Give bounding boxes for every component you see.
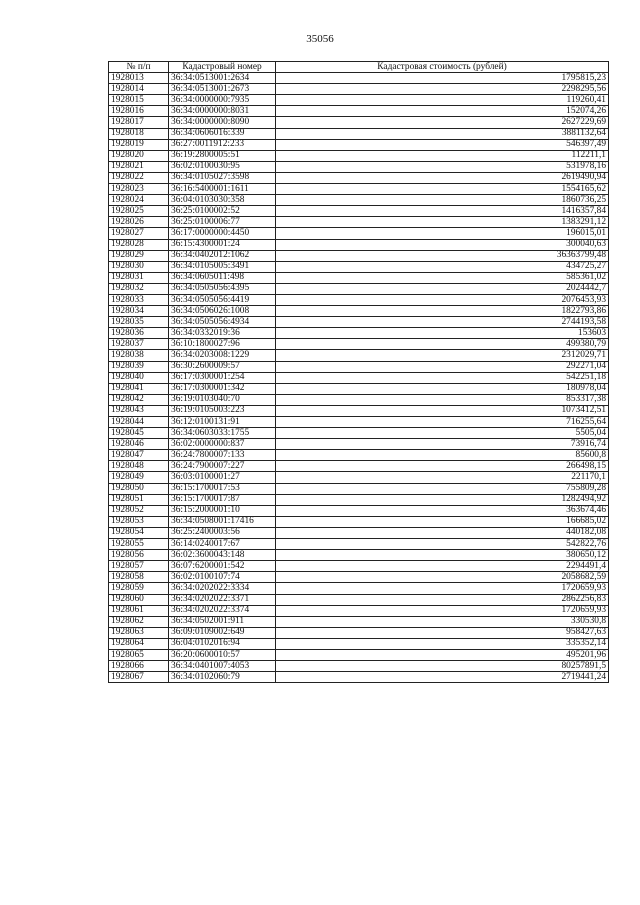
cadastral-number-cell: 36:34:0401007:4053	[169, 661, 276, 672]
cadastral-value-cell: 434725,27	[276, 261, 609, 272]
table-row	[109, 561, 609, 572]
table-row	[109, 339, 609, 350]
cadastral-value-cell: 330530,8	[276, 616, 609, 627]
row-number-cell: 1928032	[109, 283, 169, 294]
cadastral-value-cell: 1416357,84	[276, 206, 609, 217]
table-row	[109, 117, 609, 128]
row-number-cell: 1928024	[109, 195, 169, 206]
cadastral-number-cell: 36:34:0606016:339	[169, 128, 276, 139]
row-number-cell: 1928056	[109, 550, 169, 561]
table-row	[109, 638, 609, 649]
row-number-cell: 1928034	[109, 306, 169, 317]
row-number-cell: 1928036	[109, 328, 169, 339]
cadastral-value-cell: 119260,41	[276, 95, 609, 106]
cadastral-value-cell: 716255,64	[276, 417, 609, 428]
cadastral-number-cell: 36:24:7900007:227	[169, 461, 276, 472]
row-number-cell: 1928054	[109, 527, 169, 538]
cadastral-number-cell: 36:34:0105027:3598	[169, 172, 276, 183]
cadastral-value-cell: 300040,63	[276, 239, 609, 250]
cadastral-number-cell: 36:34:0505056:4419	[169, 294, 276, 305]
cadastral-number-cell: 36:17:0300001:254	[169, 372, 276, 383]
table-row	[109, 128, 609, 139]
cadastral-value-table	[108, 61, 609, 683]
cadastral-number-cell: 36:02:0000000:837	[169, 439, 276, 450]
table-row	[109, 306, 609, 317]
row-number-cell: 1928059	[109, 583, 169, 594]
table-row	[109, 672, 609, 683]
table-row	[109, 661, 609, 672]
row-number-cell: 1928021	[109, 161, 169, 172]
cadastral-value-cell: 85600,8	[276, 450, 609, 461]
table-row	[109, 505, 609, 516]
table-row	[109, 394, 609, 405]
table-row	[109, 483, 609, 494]
cadastral-number-cell: 36:34:0508001:17416	[169, 516, 276, 527]
cadastral-number-cell: 36:04:0103030:358	[169, 195, 276, 206]
row-number-cell: 1928048	[109, 461, 169, 472]
table-row	[109, 73, 609, 84]
cadastral-value-cell: 2627229,69	[276, 117, 609, 128]
page-number: 35056	[306, 33, 334, 45]
table-row	[109, 195, 609, 206]
cadastral-number-cell: 36:30:2600009:57	[169, 361, 276, 372]
table-row	[109, 405, 609, 416]
table-row	[109, 350, 609, 361]
table-row	[109, 472, 609, 483]
table-row	[109, 294, 609, 305]
cadastral-number-cell: 36:04:0102016:94	[169, 638, 276, 649]
table-row	[109, 150, 609, 161]
table-row	[109, 616, 609, 627]
cadastral-value-cell: 266498,15	[276, 461, 609, 472]
table-row	[109, 328, 609, 339]
row-number-cell: 1928018	[109, 128, 169, 139]
table-row	[109, 539, 609, 550]
header-cadastral-number: Кадастровый номер	[169, 62, 276, 73]
row-number-cell: 1928053	[109, 516, 169, 527]
row-number-cell: 1928064	[109, 638, 169, 649]
cadastral-value-cell: 153603	[276, 328, 609, 339]
cadastral-number-cell: 36:34:0000000:7935	[169, 95, 276, 106]
table-row	[109, 272, 609, 283]
cadastral-value-cell: 380650,12	[276, 550, 609, 561]
row-number-cell: 1928019	[109, 139, 169, 150]
row-number-cell: 1928044	[109, 417, 169, 428]
row-number-cell: 1928065	[109, 649, 169, 660]
cadastral-value-cell: 1860736,25	[276, 195, 609, 206]
cadastral-value-cell: 80257891,5	[276, 661, 609, 672]
cadastral-value-cell: 196015,01	[276, 228, 609, 239]
row-number-cell: 1928035	[109, 317, 169, 328]
row-number-cell: 1928051	[109, 494, 169, 505]
table-row	[109, 239, 609, 250]
cadastral-number-cell: 36:34:0502001:911	[169, 616, 276, 627]
row-number-cell: 1928029	[109, 250, 169, 261]
cadastral-value-cell: 755809,28	[276, 483, 609, 494]
row-number-cell: 1928050	[109, 483, 169, 494]
cadastral-number-cell: 36:34:0402012:1062	[169, 250, 276, 261]
cadastral-value-cell: 531978,16	[276, 161, 609, 172]
cadastral-value-cell: 2076453,93	[276, 294, 609, 305]
cadastral-value-cell: 73916,74	[276, 439, 609, 450]
cadastral-number-cell: 36:17:0000000:4450	[169, 228, 276, 239]
cadastral-number-cell: 36:25:2400003:56	[169, 527, 276, 538]
table-row	[109, 627, 609, 638]
cadastral-value-cell: 180978,04	[276, 383, 609, 394]
row-number-cell: 1928063	[109, 627, 169, 638]
cadastral-value-cell: 2719441,24	[276, 672, 609, 683]
table-row	[109, 184, 609, 195]
table-row	[109, 95, 609, 106]
cadastral-value-cell: 363674,46	[276, 505, 609, 516]
row-number-cell: 1928023	[109, 184, 169, 195]
cadastral-number-cell: 36:02:0100107:74	[169, 572, 276, 583]
row-number-cell: 1928061	[109, 605, 169, 616]
row-number-cell: 1928040	[109, 372, 169, 383]
cadastral-number-cell: 36:25:0100002:52	[169, 206, 276, 217]
table-row	[109, 172, 609, 183]
cadastral-number-cell: 36:34:0202022:3371	[169, 594, 276, 605]
cadastral-number-cell: 36:34:0202022:3334	[169, 583, 276, 594]
table-row	[109, 583, 609, 594]
cadastral-number-cell: 36:15:4300001:24	[169, 239, 276, 250]
cadastral-value-cell: 2619490,94	[276, 172, 609, 183]
row-number-cell: 1928038	[109, 350, 169, 361]
row-number-cell: 1928031	[109, 272, 169, 283]
table-row	[109, 649, 609, 660]
row-number-cell: 1928042	[109, 394, 169, 405]
row-number-cell: 1928037	[109, 339, 169, 350]
table-row	[109, 550, 609, 561]
cadastral-value-cell: 1795815,23	[276, 73, 609, 84]
cadastral-value-cell: 2058682,59	[276, 572, 609, 583]
cadastral-number-cell: 36:34:0105005:3491	[169, 261, 276, 272]
cadastral-number-cell: 36:34:0102060:79	[169, 672, 276, 683]
row-number-cell: 1928055	[109, 539, 169, 550]
row-number-cell: 1928045	[109, 428, 169, 439]
table-row	[109, 383, 609, 394]
row-number-cell: 1928043	[109, 405, 169, 416]
table-row	[109, 84, 609, 95]
cadastral-number-cell: 36:34:0605011:498	[169, 272, 276, 283]
cadastral-number-cell: 36:24:7800007:133	[169, 450, 276, 461]
table-row	[109, 605, 609, 616]
row-number-cell: 1928015	[109, 95, 169, 106]
cadastral-value-cell: 112211,1	[276, 150, 609, 161]
cadastral-number-cell: 36:03:0100001:27	[169, 472, 276, 483]
row-number-cell: 1928028	[109, 239, 169, 250]
row-number-cell: 1928060	[109, 594, 169, 605]
row-number-cell: 1928025	[109, 206, 169, 217]
row-number-cell: 1928017	[109, 117, 169, 128]
cadastral-value-cell: 1554165,62	[276, 184, 609, 195]
row-number-cell: 1928057	[109, 561, 169, 572]
cadastral-number-cell: 36:10:1800027:96	[169, 339, 276, 350]
row-number-cell: 1928030	[109, 261, 169, 272]
cadastral-number-cell: 36:19:0105003:223	[169, 405, 276, 416]
table-row	[109, 516, 609, 527]
cadastral-value-cell: 292271,04	[276, 361, 609, 372]
table-row	[109, 317, 609, 328]
table-row	[109, 372, 609, 383]
row-number-cell: 1928046	[109, 439, 169, 450]
cadastral-number-cell: 36:34:0513001:2634	[169, 73, 276, 84]
table-row	[109, 417, 609, 428]
cadastral-number-cell: 36:34:0202022:3374	[169, 605, 276, 616]
cadastral-value-cell: 440182,08	[276, 527, 609, 538]
cadastral-value-cell: 1822793,86	[276, 306, 609, 317]
table-row	[109, 250, 609, 261]
row-number-cell: 1928027	[109, 228, 169, 239]
row-number-cell: 1928047	[109, 450, 169, 461]
cadastral-value-cell: 2744193,58	[276, 317, 609, 328]
cadastral-number-cell: 36:27:0011912:233	[169, 139, 276, 150]
table-row	[109, 283, 609, 294]
cadastral-value-cell: 5505,04	[276, 428, 609, 439]
table-row	[109, 572, 609, 583]
header-row-number: № п/п	[109, 62, 169, 73]
cadastral-number-cell: 36:20:0600010:57	[169, 649, 276, 660]
table-row	[109, 261, 609, 272]
table-row	[109, 527, 609, 538]
cadastral-number-cell: 36:15:1700017:87	[169, 494, 276, 505]
cadastral-number-cell: 36:15:2000001:10	[169, 505, 276, 516]
table-body	[109, 73, 609, 683]
cadastral-number-cell: 36:17:0300001:342	[169, 383, 276, 394]
table-row	[109, 106, 609, 117]
cadastral-number-cell: 36:19:0103040:70	[169, 394, 276, 405]
cadastral-value-cell: 495201,96	[276, 649, 609, 660]
cadastral-number-cell: 36:25:0100006:77	[169, 217, 276, 228]
cadastral-value-cell: 36363799,48	[276, 250, 609, 261]
row-number-cell: 1928066	[109, 661, 169, 672]
cadastral-number-cell: 36:34:0332019:36	[169, 328, 276, 339]
cadastral-number-cell: 36:34:0505056:4934	[169, 317, 276, 328]
row-number-cell: 1928052	[109, 505, 169, 516]
cadastral-value-cell: 546397,49	[276, 139, 609, 150]
row-number-cell: 1928013	[109, 73, 169, 84]
cadastral-number-cell: 36:09:0109002:649	[169, 627, 276, 638]
cadastral-value-cell: 2312029,71	[276, 350, 609, 361]
row-number-cell: 1928049	[109, 472, 169, 483]
row-number-cell: 1928041	[109, 383, 169, 394]
cadastral-number-cell: 36:34:0603033:1755	[169, 428, 276, 439]
cadastral-value-cell: 152074,26	[276, 106, 609, 117]
cadastral-value-cell: 2862256,83	[276, 594, 609, 605]
row-number-cell: 1928039	[109, 361, 169, 372]
row-number-cell: 1928026	[109, 217, 169, 228]
cadastral-value-cell: 1383291,12	[276, 217, 609, 228]
cadastral-number-cell: 36:07:6200001:542	[169, 561, 276, 572]
cadastral-value-cell: 2294491,4	[276, 561, 609, 572]
row-number-cell: 1928022	[109, 172, 169, 183]
table-row	[109, 450, 609, 461]
row-number-cell: 1928014	[109, 84, 169, 95]
table-header-row	[109, 62, 609, 73]
table-row	[109, 439, 609, 450]
cadastral-number-cell: 36:02:0100030:95	[169, 161, 276, 172]
cadastral-number-cell: 36:34:0000000:8090	[169, 117, 276, 128]
cadastral-number-cell: 36:12:0100131:91	[169, 417, 276, 428]
cadastral-value-cell: 221170,1	[276, 472, 609, 483]
table-row	[109, 428, 609, 439]
cadastral-value-cell: 958427,63	[276, 627, 609, 638]
cadastral-value-cell: 2024442,7	[276, 283, 609, 294]
cadastral-value-cell: 1720659,93	[276, 605, 609, 616]
cadastral-value-cell: 542251,18	[276, 372, 609, 383]
cadastral-value-cell: 542822,76	[276, 539, 609, 550]
cadastral-number-cell: 36:34:0505056:4395	[169, 283, 276, 294]
cadastral-number-cell: 36:15:1700017:53	[169, 483, 276, 494]
table-row	[109, 461, 609, 472]
table-row	[109, 228, 609, 239]
cadastral-number-cell: 36:02:3600043:148	[169, 550, 276, 561]
cadastral-number-cell: 36:19:2800005:51	[169, 150, 276, 161]
header-cadastral-value: Кадастровая стоимость (рублей)	[276, 62, 609, 73]
table-row	[109, 494, 609, 505]
cadastral-number-cell: 36:16:5400001:1611	[169, 184, 276, 195]
row-number-cell: 1928016	[109, 106, 169, 117]
cadastral-value-cell: 1073412,51	[276, 405, 609, 416]
table-row	[109, 206, 609, 217]
cadastral-value-cell: 585361,02	[276, 272, 609, 283]
table-row	[109, 139, 609, 150]
cadastral-value-cell: 499380,79	[276, 339, 609, 350]
cadastral-value-cell: 166685,02	[276, 516, 609, 527]
row-number-cell: 1928020	[109, 150, 169, 161]
cadastral-value-cell: 335352,14	[276, 638, 609, 649]
cadastral-value-cell: 1282494,92	[276, 494, 609, 505]
cadastral-number-cell: 36:14:0240017:67	[169, 539, 276, 550]
cadastral-value-cell: 1720659,93	[276, 583, 609, 594]
cadastral-number-cell: 36:34:0506026:1008	[169, 306, 276, 317]
row-number-cell: 1928062	[109, 616, 169, 627]
cadastral-number-cell: 36:34:0203008:1229	[169, 350, 276, 361]
row-number-cell: 1928033	[109, 294, 169, 305]
table-row	[109, 361, 609, 372]
cadastral-value-cell: 3881132,64	[276, 128, 609, 139]
table-row	[109, 217, 609, 228]
cadastral-number-cell: 36:34:0513001:2673	[169, 84, 276, 95]
cadastral-value-cell: 2298295,56	[276, 84, 609, 95]
cadastral-value-cell: 853317,38	[276, 394, 609, 405]
table-row	[109, 594, 609, 605]
cadastral-number-cell: 36:34:0000000:8031	[169, 106, 276, 117]
row-number-cell: 1928058	[109, 572, 169, 583]
row-number-cell: 1928067	[109, 672, 169, 683]
table-row	[109, 161, 609, 172]
